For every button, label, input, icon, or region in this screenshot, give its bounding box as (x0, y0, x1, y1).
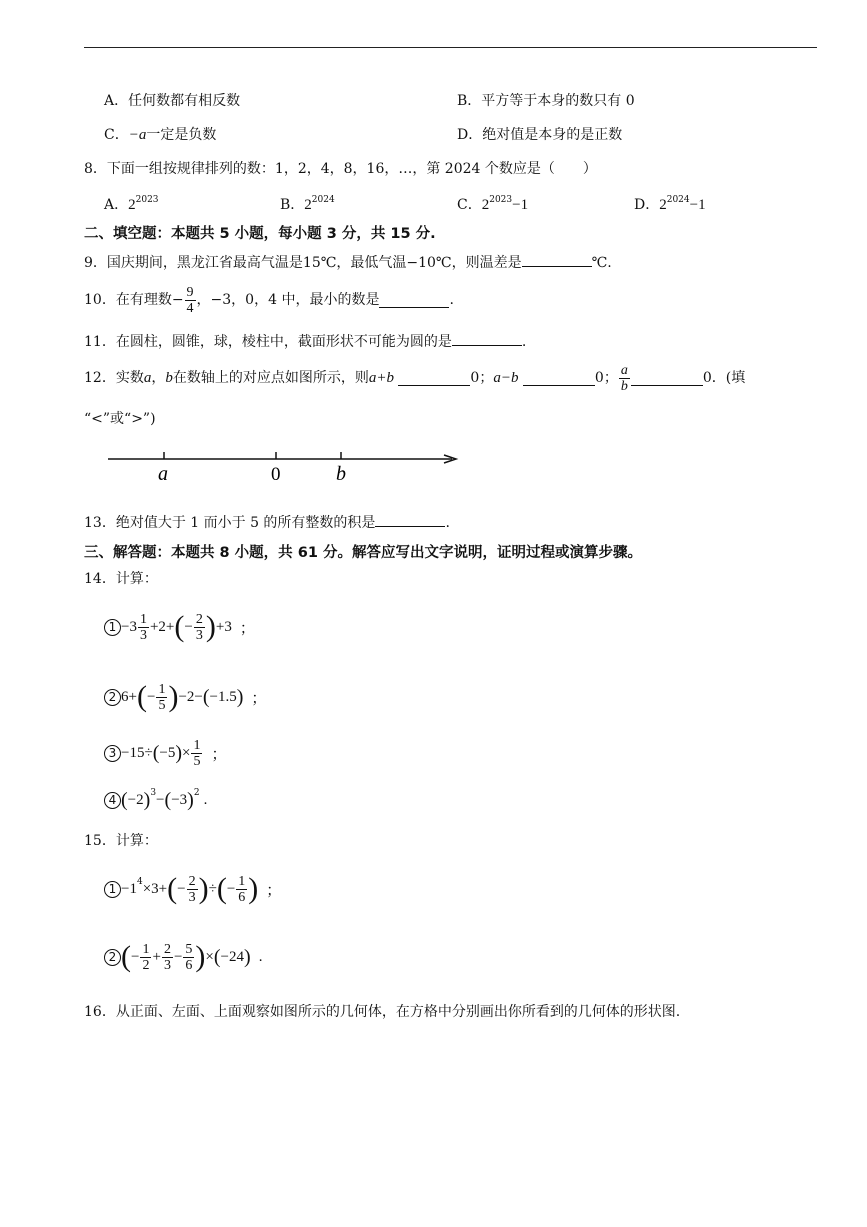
q14-title: 14．计算： (84, 571, 158, 587)
q12-blank-1 (398, 371, 470, 386)
item-number: 1 (104, 881, 121, 898)
item-number: 4 (104, 792, 121, 809)
q15-item-1: 1 −1 4 ×3+ ( − $\frac{2}{3}$ ) ÷ ( − $\frac{1}{6}$ ) ； (104, 866, 281, 912)
q8-option-b: B．$2^{2024}$ (280, 195, 335, 213)
q8-option-d: D．$2^{2024}-1$ (634, 195, 706, 213)
section-2-heading: 二、填空题：本题共 5 小题，每小题 3 分，共 15 分. (84, 226, 436, 242)
q15-title: 15．计算： (84, 833, 158, 849)
q7-option-c: C．−a一定是负数 (104, 127, 217, 143)
q12-fraction: $\frac{a}{b}$ (620, 362, 628, 394)
q9: 9．国庆期间，黑龙江省最高气温是15℃，最低气温−10℃，则温差是 ℃. (84, 252, 612, 272)
q14-item-4: 4 ( −2 ) 3 − ( −3 ) 2 . (104, 786, 207, 814)
section-3-heading: 三、解答题：本题共 8 小题，共 61 分。解答应写出文字说明，证明过程或演算步骤。 (84, 545, 642, 561)
q7-option-b: B．平方等于本身的数只有 0 (457, 93, 635, 109)
q8-option-a: A．$2^{2023}$ (104, 195, 159, 213)
q14-item-1: 1 −3 $\frac{1}{3}$ +2+ ( − $\frac{2}{3}$ ) +3 ； (104, 604, 255, 650)
q10: 10．在有理数− $\frac{9}{4}$ ，−3，0，4 中，最小的数是 . (84, 284, 454, 316)
q8-stem: 8．下面一组按规律排列的数：1，2，4，8，16，…，第 2024 个数应是（ ） (84, 161, 597, 177)
q12-line-2: “<”或“>”) (84, 411, 156, 427)
q12: 12．实数 a ， b 在数轴上的对应点如图所示，则 a+b 0； a−b 0； $\frac{a}{b}$ 0．(填 (84, 362, 746, 394)
item-number: 2 (104, 689, 121, 706)
label-a: a (158, 463, 168, 485)
q13-blank (375, 512, 445, 527)
q12-blank-2 (523, 371, 595, 386)
label-b: b (336, 463, 346, 485)
q14-item-3: 3 −15÷ ( −5 ) × $\frac{1}{5}$ ； (104, 730, 227, 776)
q15-item-2: 2 ( − $\frac{1}{2}$ + $\frac{2}{3}$ − $\frac{5}{6}$ ) × ( −24 ) . (104, 934, 262, 980)
q13: 13．绝对值大于 1 而小于 5 的所有整数的积是 . (84, 512, 450, 532)
q12-blank-3 (631, 371, 703, 386)
item-number: 1 (104, 619, 121, 636)
q11: 11．在圆柱，圆锥，球，棱柱中，截面形状不可能为圆的是 . (84, 331, 526, 351)
q7-c-expr: −a (128, 127, 147, 143)
q16: 16．从正面、左面、上面观察如图所示的几何体，在方格中分别画出你所看到的几何体的形状图. (84, 1004, 681, 1020)
label-zero: 0 (271, 464, 281, 485)
q7-option-d: D．绝对值是本身的是正数 (457, 127, 623, 143)
q10-blank (379, 293, 449, 308)
q7-option-a: A．任何数都有相反数 (104, 93, 241, 109)
item-number: 2 (104, 949, 121, 966)
q8-option-c: C．$2^{2023}-1$ (457, 195, 529, 213)
header-rule (84, 47, 817, 48)
q10-fraction: $\frac{9}{4}$ (186, 284, 194, 316)
q11-blank (452, 331, 522, 346)
item-number: 3 (104, 745, 121, 762)
number-line (100, 440, 470, 486)
q9-blank (522, 252, 592, 267)
q14-item-2: 2 6+ ( − $\frac{1}{5}$ ) −2− ( −1.5 ) ； (104, 674, 266, 720)
